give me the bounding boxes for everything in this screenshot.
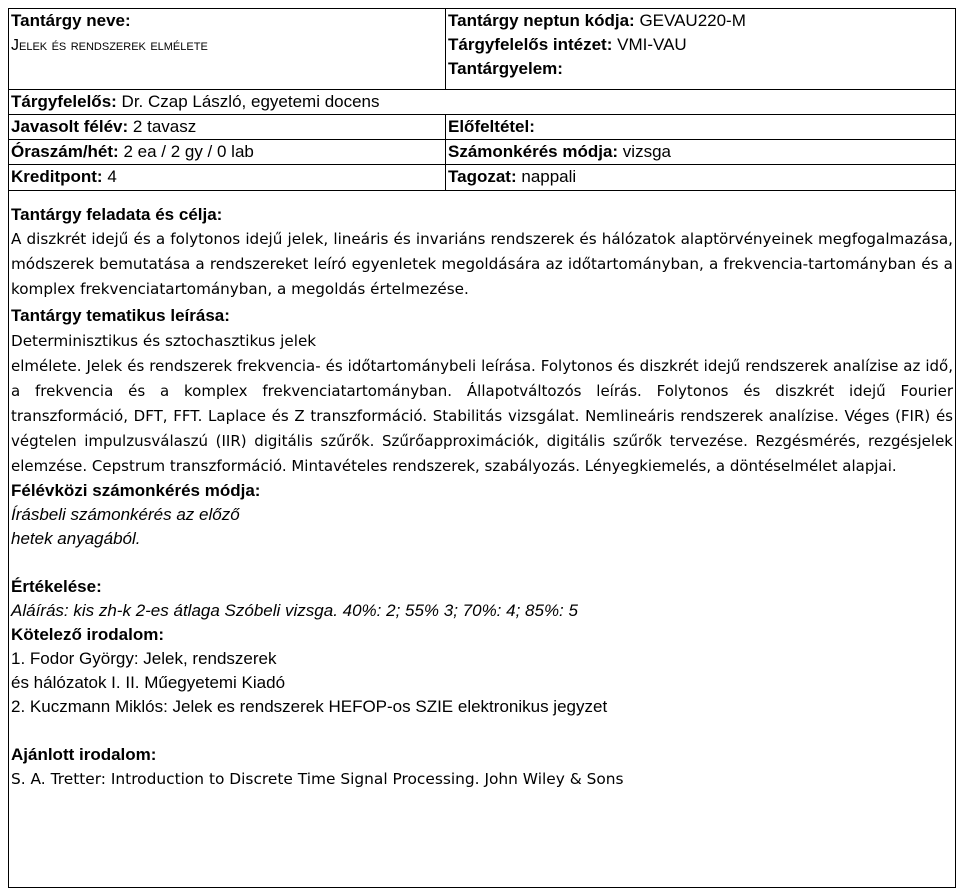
course-element-label: Tantárgyelem: <box>448 59 563 78</box>
division-value: nappali <box>521 167 577 186</box>
required-reading-line-3: 2. Kuczmann Miklós: Jelek es rendszerek HEFOP-os SZIE elektronikus jegyzet <box>11 697 608 716</box>
evaluation-text: Aláírás: kis zh-k 2-es átlaga Szóbeli vizsga. 40%: 2; 55% 3; 70%: 4; 85%: 5 <box>11 601 578 620</box>
topics-first-line: Determinisztikus és sztochasztikus jelek <box>11 332 317 350</box>
evaluation-label: Értékelése: <box>11 577 102 596</box>
midterm-label: Félévközi számonkérés módja: <box>11 481 261 500</box>
semester-label: Javasolt félév: <box>11 117 129 136</box>
prerequisite-label: Előfeltétel: <box>448 117 535 136</box>
exam-type-cell <box>445 139 956 165</box>
responsible-label: Tárgyfelelős: <box>11 92 117 111</box>
topics-label: Tantárgy tematikus leírása: <box>11 306 230 325</box>
goal-text: A diszkrét idejű és a folytonos idejű jelek, lineáris és invariáns rendszerek és hálózatok alaptörvényeinek megfogalmazása, módszerek bemutatása a rendszereket leíró egyenletek megoldására az időtartományban, a frekvencia-tartományban és a komplex frekvenciatartományban, a megoldás értelmezése. <box>11 230 953 298</box>
course-description-sheet <box>8 8 956 888</box>
recommended-reading-text: S. A. Tretter: Introduction to Discrete Time Signal Processing. John Wiley & Sons <box>11 770 624 788</box>
required-reading-label: Kötelező irodalom: <box>11 625 165 644</box>
goal-label: Tantárgy feladata és célja: <box>11 205 223 224</box>
division-label: Tagozat: <box>448 167 517 186</box>
exam-type-value: vizsga <box>622 142 671 161</box>
recommended-reading-label: Ajánlott irodalom: <box>11 745 157 764</box>
prerequisite-cell <box>445 114 956 140</box>
required-reading-line-2: és hálózatok I. II. Műegyetemi Kiadó <box>11 673 286 692</box>
midterm-line-2: hetek anyagából. <box>11 529 141 548</box>
semester-cell <box>8 114 446 140</box>
credit-cell <box>8 164 446 191</box>
midterm-line-1: Írásbeli számonkérés az előző <box>11 505 240 524</box>
neptun-code-label: Tantárgy neptun kódja: <box>448 11 635 30</box>
responsible-value: Dr. Czap László, egyetemi docens <box>121 92 380 111</box>
credit-label: Kreditpont: <box>11 167 103 186</box>
exam-type-label: Számonkérés módja: <box>448 142 619 161</box>
division-cell <box>445 164 956 191</box>
responsible-cell <box>8 89 956 115</box>
hours-label: Óraszám/hét: <box>11 142 119 161</box>
credit-value: 4 <box>107 167 117 186</box>
course-details-cell <box>8 190 956 888</box>
institute-value: VMI-VAU <box>617 35 687 54</box>
semester-value: 2 tavasz <box>132 117 197 136</box>
neptun-code-value: GEVAU220-M <box>639 11 746 30</box>
hours-cell <box>8 139 446 165</box>
course-name-label: Tantárgy neve: <box>11 11 131 30</box>
course-name-value: Jelek és rendszerek elmélete <box>11 37 208 54</box>
course-code-cell <box>445 8 956 90</box>
hours-value: 2 ea / 2 gy / 0 lab <box>123 142 254 161</box>
required-reading-line-1: 1. Fodor György: Jelek, rendszerek <box>11 649 277 668</box>
topics-text: elmélete. Jelek és rendszerek frekvencia- és időtartománybeli leírása. Folytonos és diszkrét idejű rendszerek analízise az idő, a frekvencia és a komplex frekvenciatartományban. Állapotváltozós leírás. Folytonos és diszkrét idejű Fourier transzformáció, DFT, FFT. Laplace és Z transzformáció. Stabilitás vizsgálat. Nemlineáris rendszerek analízise. Véges (FIR) és végtelen impulzusválaszú (IIR) digitális szűrők. Szűrőapproximációk, digitális szűrők tervezése. Rezgésmérés, rezgésjelek elemzése. Cepstrum transzformáció. Mintavételes rendszerek, szabályozás. Lényegkiemelés, a döntéselmélet alapjai. <box>11 357 953 475</box>
course-name-cell <box>8 8 446 90</box>
institute-label: Tárgyfelelős intézet: <box>448 35 613 54</box>
